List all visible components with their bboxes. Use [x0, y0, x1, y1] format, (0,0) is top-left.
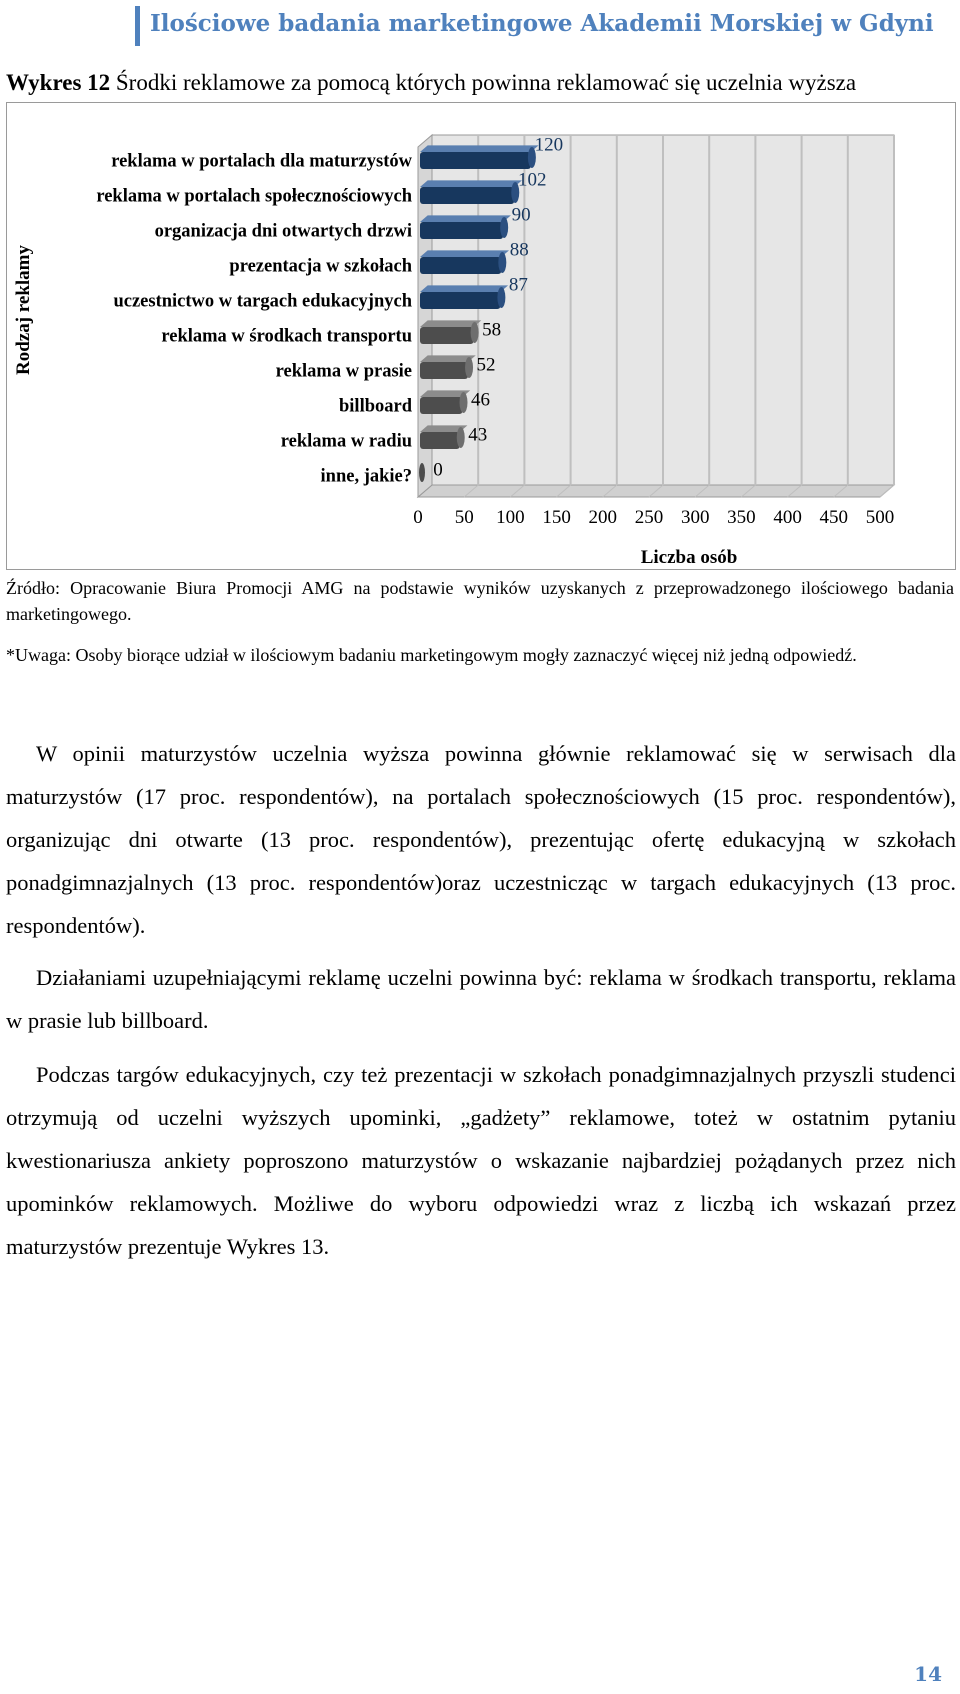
data-label: 58: [482, 319, 502, 341]
paragraph: Podczas targów edukacyjnych, czy też prezentacji w szkołach ponadgimnazjalnych przyszli studenci otrzymują od uczelni wyższych upominki, „gadżety” reklamowe, toteż w ostatnim pytaniu kwestionariusza ankiety poproszono maturzystów o wskazanie najbardziej pożądanych przez nich upominków reklamowych. Możliwe do wyboru odpowiedzi wraz z liczbą ich wskazań przez maturzystów prezentuje Wykres 13.: [6, 1062, 956, 1259]
x-tick-label: 200: [588, 507, 618, 528]
x-tick-label: 300: [680, 507, 710, 528]
chart-frame: [6, 102, 956, 570]
page-number: 14: [914, 1662, 942, 1686]
data-label: 88: [509, 239, 529, 261]
category-label: reklama w radiu: [280, 431, 412, 452]
x-tick-label: 100: [496, 507, 525, 528]
data-label: 46: [471, 389, 491, 411]
bar: [420, 397, 463, 414]
bar: [420, 152, 531, 169]
x-tick-label: 150: [542, 507, 571, 528]
bar-top-face: [420, 215, 511, 222]
x-tick-label: 50: [454, 507, 474, 528]
chart-note: *Uwaga: Osoby biorące udział w ilościowym badaniu marketingowym mogły zaznaczyć więcej niż jedną odpowiedź.: [6, 645, 857, 665]
bar-end-cap: [465, 357, 473, 378]
header-title: Ilościowe badania marketingowe Akademii Morskiej w Gdyni: [150, 10, 934, 37]
y-axis-label: Rodzaj reklamy: [13, 245, 34, 375]
data-label: 120: [534, 134, 564, 156]
category-label: reklama w środkach transportu: [161, 326, 412, 347]
x-tick-label: 450: [819, 507, 849, 528]
bar: [420, 327, 474, 344]
chart-caption-text: Środki reklamowe za pomocą których powinna reklamować się uczelnia wyższa: [115, 70, 857, 95]
data-label: 90: [511, 204, 531, 226]
chart-source: Źródło: Opracowanie Biura Promocji AMG na podstawie wyników uzyskanych z przeprowadzonego ilościowego badania marketingowego.: [6, 578, 954, 624]
bar-end-cap: [460, 392, 468, 413]
data-label: 52: [476, 354, 496, 376]
bar-chart: [7, 103, 955, 569]
category-label: uczestnictwo w targach edukacyjnych: [113, 291, 412, 312]
data-label: 102: [517, 169, 547, 191]
bar: [420, 292, 500, 309]
category-label: reklama w portalach społecznościowych: [96, 186, 412, 207]
chart-caption: [6, 70, 856, 96]
bar-end-cap: [497, 287, 505, 308]
bar: [419, 463, 425, 482]
category-label: inne, jakie?: [320, 466, 412, 487]
category-label: billboard: [339, 396, 412, 417]
x-tick-label: 400: [773, 507, 802, 528]
bar: [420, 362, 468, 379]
category-label: reklama w prasie: [275, 361, 412, 382]
x-tick-label: 250: [634, 507, 664, 528]
bar-end-cap: [471, 322, 479, 343]
paragraph: Działaniami uzupełniającymi reklamę uczelni powinna być: reklama w środkach transportu, reklama w prasie lub billboard.: [6, 965, 956, 1033]
header-accent-bar: [135, 6, 140, 46]
category-label: organizacja dni otwartych drzwi: [154, 221, 412, 242]
bar-top-face: [420, 250, 509, 257]
data-label: 87: [508, 274, 528, 296]
x-axis-label: Liczba osób: [640, 547, 738, 568]
x-tick-label: 500: [865, 507, 895, 528]
bar-top-face: [420, 285, 508, 292]
bar-end-cap: [498, 252, 506, 273]
bar-top-face: [420, 180, 522, 187]
bar: [420, 222, 503, 239]
bar: [420, 257, 501, 274]
bar-top-face: [420, 145, 539, 152]
data-label: 43: [468, 424, 488, 446]
bar: [420, 432, 460, 449]
x-tick-label: 350: [727, 507, 756, 528]
data-label: 0: [433, 459, 443, 481]
chart-caption-label: Wykres 12: [6, 70, 111, 95]
bar-end-cap: [500, 217, 508, 238]
category-label: reklama w portalach dla maturzystów: [111, 151, 412, 172]
category-label: prezentacja w szkołach: [229, 256, 412, 277]
paragraph: W opinii maturzystów uczelnia wyższa powinna głównie reklamować się w serwisach dla maturzystów (17 proc. respondentów), na portalach społecznościowych (15 proc. respondentów), organizując dni otwarte (13 proc. respondentów), prezentując ofertę edukacyjną w szkołach ponadgimnazjalnych (13 proc. respondentów)oraz uczestnicząc w targach edukacyjnych (13 proc. respondentów).: [6, 741, 956, 938]
bar: [420, 187, 514, 204]
x-tick-label: 0: [413, 507, 423, 528]
bar-end-cap: [457, 427, 465, 448]
